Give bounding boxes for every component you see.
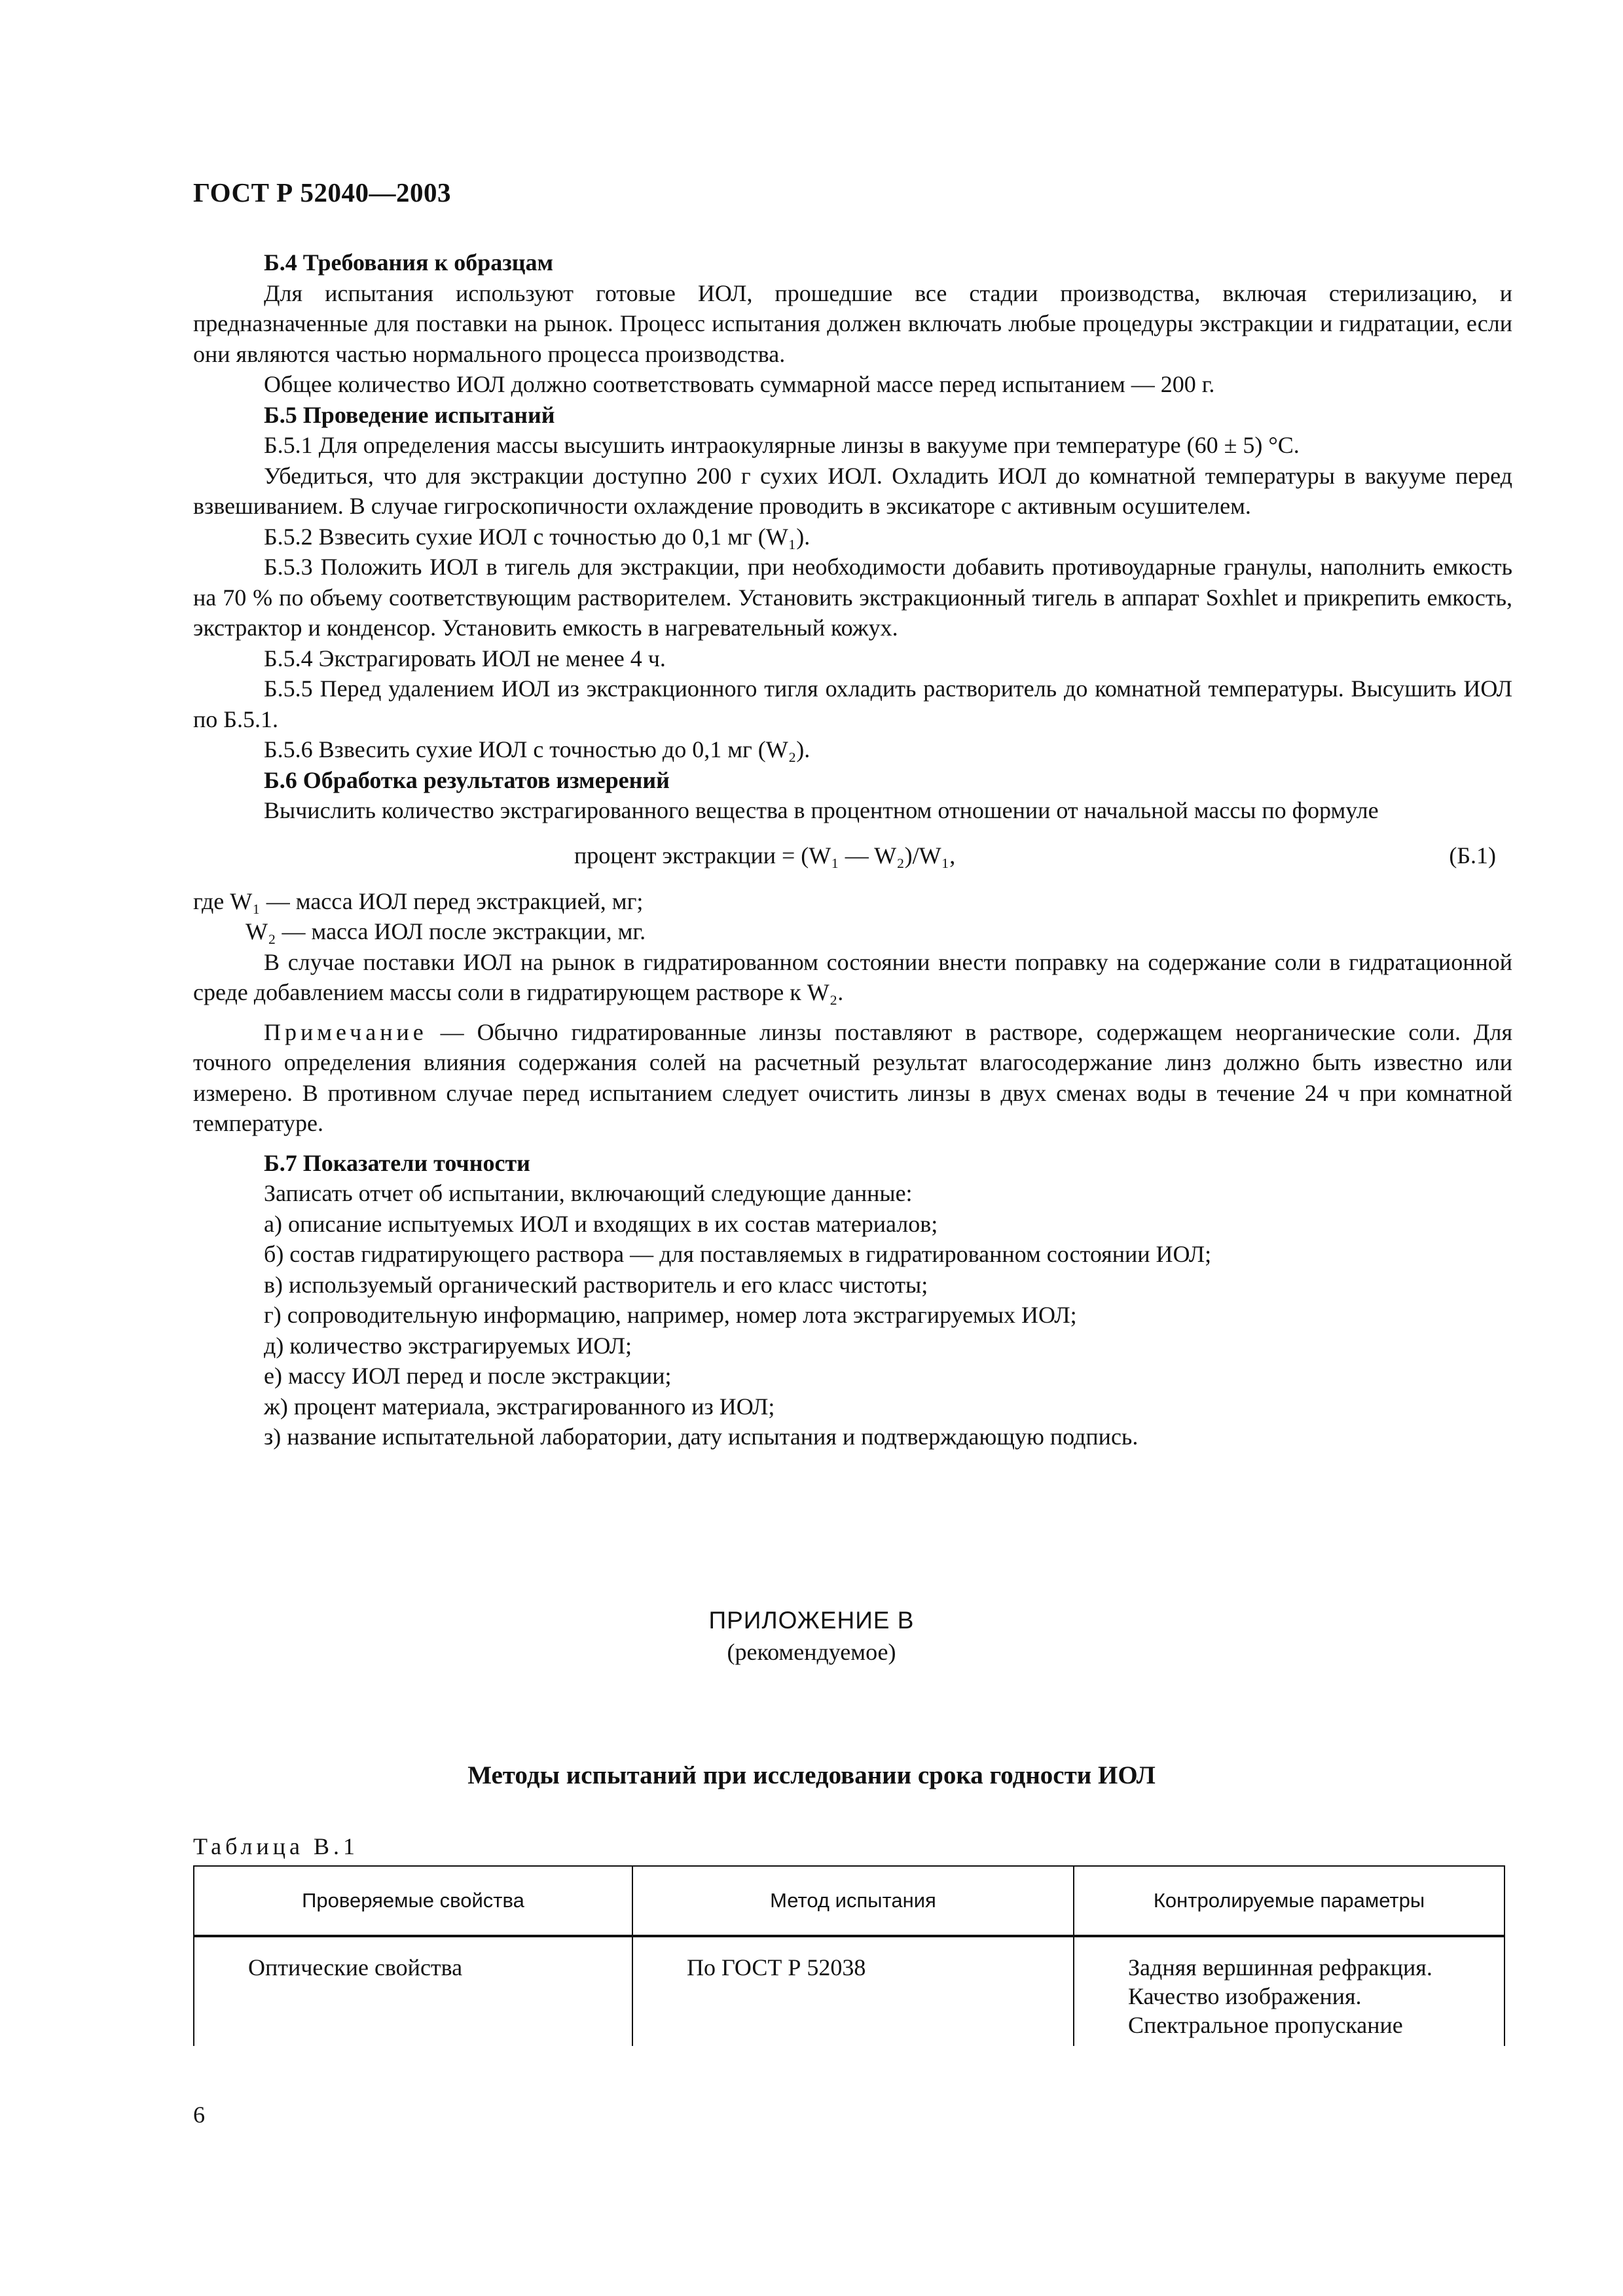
data-table: [193, 1865, 1505, 2046]
section-b7-title: Б.7 Показатели точности: [264, 1149, 530, 1176]
table-row: [194, 1936, 1504, 2046]
cell-line: Задняя вершинная рефракция.: [1128, 1954, 1432, 1981]
list-item: а) описание испытуемых ИОЛ и входящих в их состав материалов;: [264, 1210, 938, 1237]
note-text: — Обычно гидратированные линзы поставляют в растворе, содержащем неорганические соли. Для точного определения влияния содержания солей на расчетный результат влагосодержание линз должно быть известно или измерено. В противном случае перед испытанием следует очистить линзы в двух сменах воды в течение 24 ч при комнатной температуре.: [193, 1018, 1512, 1136]
paragraph: Б.5.3 Положить ИОЛ в тигель для экстракции, при необходимости добавить противоударные гранулы, наполнить емкость на 70 % по объему соответствующим растворителем. Установить экстракционный тигель в аппарат Soxhlet и прикрепить емкость, экстрактор и конденсор. Установить емкость в нагревательный кожух.: [193, 554, 1512, 641]
list-item: е) массу ИОЛ перед и после экстракции;: [264, 1363, 672, 1389]
paragraph: Б.5.5 Перед удалением ИОЛ из экстракционного тигля охладить растворитель до комнатной температуры. Высушить ИОЛ по Б.5.1.: [193, 675, 1512, 732]
note: [193, 1017, 1512, 1139]
section-title: Методы испытаний при исследовании срока годности ИОЛ: [467, 1761, 1156, 1789]
paragraph: Записать отчет об испытании, включающий следующие данные:: [264, 1180, 913, 1206]
formula: процент экстракции = (W₁ — W₂)/W₁,: [574, 842, 956, 869]
section-b5-title: Б.5 Проведение испытаний: [264, 401, 555, 428]
cell-line: Спектральное пропускание: [1128, 2012, 1403, 2038]
table-cell: [1074, 1936, 1504, 2046]
column-header: Контролируемые параметры: [1074, 1866, 1504, 1936]
column-header: Проверяемые свойства: [194, 1866, 632, 1936]
paragraph: Б.5.2 Взвесить сухие ИОЛ с точностью до 0,1 мг (W₁).: [264, 523, 811, 550]
formula-line: [193, 826, 1512, 886]
document-body: [193, 247, 1512, 1452]
formula-legend: [193, 886, 1512, 947]
paragraph: Вычислить количество экстрагированного вещества в процентном отношении от начальной массы по формуле: [264, 797, 1379, 823]
table-cell: По ГОСТ Р 52038: [632, 1936, 1074, 2046]
paragraph: Убедиться, что для экстракции доступно 200 г сухих ИОЛ. Охладить ИОЛ до комнатной температуры в вакууме перед взвешиванием. В случае гигроскопичности охлаждение проводить в эксикаторе с активным осушителем.: [193, 462, 1512, 519]
table-caption: Таблица В.1: [193, 1833, 359, 1859]
paragraph: Б.5.6 Взвесить сухие ИОЛ с точностью до 0,1 мг (W₂).: [264, 736, 811, 762]
table-header-row: [194, 1866, 1504, 1936]
paragraph: В случае поставки ИОЛ на рынок в гидратированном состоянии внести поправку на содержание соли в гидратационной среде добавлением массы соли в гидратирующем растворе к W₂.: [193, 948, 1512, 1005]
legend-line: где W₁ — масса ИОЛ перед экстракцией, мг;: [193, 888, 644, 914]
formula-number: (Б.1): [1449, 842, 1496, 869]
table-cell: Оптические свойства: [194, 1936, 632, 2046]
paragraph: Б.5.1 Для определения массы высушить интраокулярные линзы в вакууме при температуре (60 ± 5) °С.: [264, 432, 1300, 458]
paragraph: Б.5.4 Экстрагировать ИОЛ не менее 4 ч.: [264, 645, 666, 672]
list-item: г) сопроводительную информацию, например, номер лота экстрагируемых ИОЛ;: [264, 1302, 1077, 1328]
page-number: 6: [193, 2102, 205, 2128]
appendix-heading: [0, 1607, 1623, 1666]
appendix-title: ПРИЛОЖЕНИЕ В: [708, 1607, 915, 1634]
section-b4-title: Б.4 Требования к образцам: [264, 249, 553, 276]
document-id: ГОСТ Р 52040—2003: [193, 177, 451, 207]
list-item: д) количество экстрагируемых ИОЛ;: [264, 1332, 632, 1359]
list-item: ж) процент материала, экстрагированного из ИОЛ;: [264, 1393, 775, 1420]
paragraph: Для испытания используют готовые ИОЛ, прошедшие все стадии производства, включая стерилизацию, и предназначенные для поставки на рынок. Процесс испытания должен включать любые процедуры экстракции и гидратации, если они являются частью нормального процесса производства.: [193, 279, 1512, 367]
report-items-list: [193, 1209, 1512, 1452]
note-label: Примечание: [264, 1018, 428, 1045]
cell-line: Качество изображения.: [1128, 1983, 1362, 2009]
list-item: в) используемый органический растворитель и его класс чистоты;: [264, 1271, 928, 1298]
legend-line: W₂ — масса ИОЛ после экстракции, мг.: [246, 918, 646, 944]
paragraph: Общее количество ИОЛ должно соответствовать суммарной массе перед испытанием — 200 г.: [264, 371, 1215, 397]
section-b6-title: Б.6 Обработка результатов измерений: [264, 766, 670, 793]
list-item: з) название испытательной лаборатории, дату испытания и подтверждающую подпись.: [264, 1424, 1139, 1450]
column-header: Метод испытания: [632, 1866, 1074, 1936]
list-item: б) состав гидратирующего раствора — для поставляемых в гидратированном состоянии ИОЛ;: [264, 1241, 1212, 1267]
appendix-subtitle: (рекомендуемое): [727, 1639, 896, 1665]
